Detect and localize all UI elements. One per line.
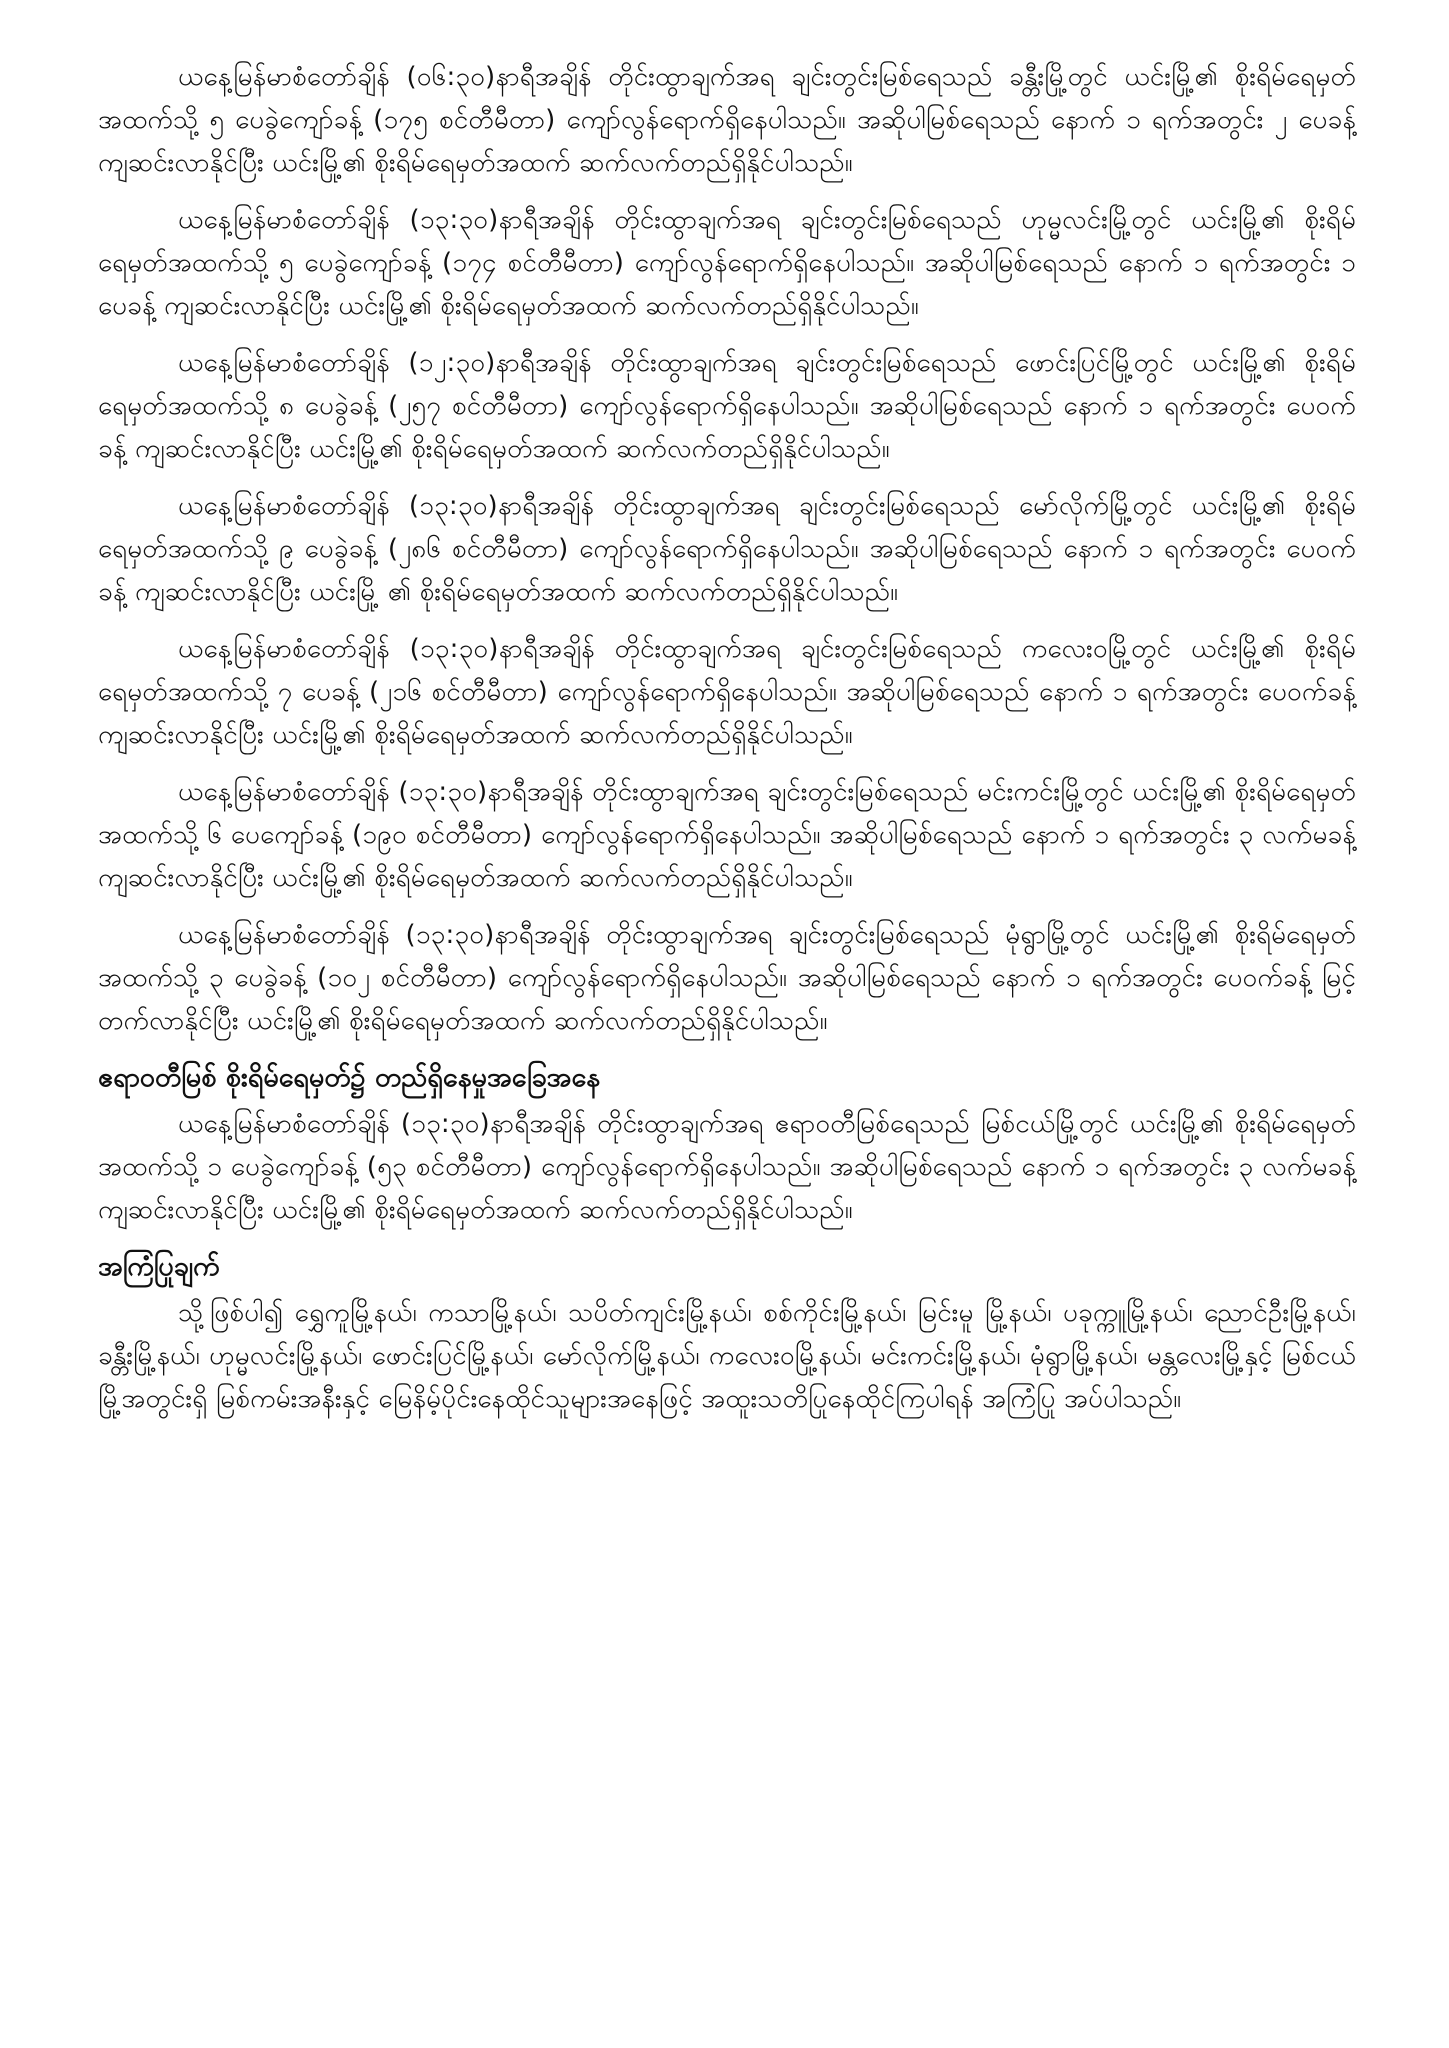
chindwin-kanti-paragraph: ယနေ့မြန်မာစံတော်ချိန် (၀၆:၃၀)နာရီအချိန် တိုင်းထွာချက်အရ ချင်းတွင်းမြစ်ရေသည် ခန္တီးမြို့တွင် ယင်းမြို့၏ စိုးရိမ်ရေမှတ်အထက်သို့ ၅ ပေခွဲကျော်ခန့် (၁၇၅ စင်တီမီတာ) ကျော်လွန်ရောက်ရှိနေပါသည်။ အဆိုပါမြစ်ရေသည် နောက် ၁ ရက်အတွင်း ၂ ပေခန့် ကျဆင်းလာနိုင်ပြီး ယင်းမြို့၏ စိုးရိမ်ရေမှတ်အထက် ဆက်လက်တည်ရှိနိုင်ပါသည်။ (98, 62, 1356, 178)
irrawaddy-section (98, 1057, 1356, 1232)
irrawaddy-heading: ဧရာဝတီမြစ် စိုးရိမ်ရေမှတ်၌ တည်ရှိနေမှုအခြေအနေ (98, 1062, 601, 1093)
advisory-heading: အကြံပြုချက် (98, 1251, 220, 1282)
chindwin-kalewa-paragraph: ယနေ့မြန်မာစံတော်ချိန် (၁၃:၃၀)နာရီအချိန် တိုင်းထွာချက်အရ ချင်းတွင်းမြစ်ရေသည် ကလေးဝမြို့တွင် ယင်းမြို့၏ စိုးရိမ်ရေမှတ်အထက်သို့ ၇ ပေခန့် (၂၁၆ စင်တီမီတာ) ကျော်လွန်ရောက်ရှိနေပါသည်။ အဆိုပါမြစ်ရေသည် နောက် ၁ ရက်အတွင်း ပေဝက်ခန့် ကျဆင်းလာနိုင်ပြီး ယင်းမြို့၏ စိုးရိမ်ရေမှတ်အထက် ဆက်လက်တည်ရှိနိုင်ပါသည်။ (98, 634, 1356, 750)
irrawaddy-myitnge-paragraph: ယနေ့မြန်မာစံတော်ချိန် (၁၃:၃၀)နာရီအချိန် တိုင်းထွာချက်အရ ဧရာဝတီမြစ်ရေသည် မြစ်ငယ်မြို့တွင် ယင်းမြို့၏ စိုးရိမ်ရေမှတ်အထက်သို့ ၁ ပေခွဲကျော်ခန့် (၅၃ စင်တီမီတာ) ကျော်လွန်ရောက်ရှိနေပါသည်။ အဆိုပါမြစ်ရေသည် နောက် ၁ ရက်အတွင်း ၃ လက်မခန့် ကျဆင်းလာနိုင်ပြီး ယင်းမြို့၏ စိုးရိမ်ရေမှတ်အထက် ဆက်လက်တည်ရှိနိုင်ပါသည်။ (98, 1109, 1356, 1225)
chindwin-monywa-paragraph: ယနေ့မြန်မာစံတော်ချိန် (၁၃:၃၀)နာရီအချိန် တိုင်းထွာချက်အရ ချင်းတွင်းမြစ်ရေသည် မုံရွာမြို့တွင် ယင်းမြို့၏ စိုးရိမ်ရေမှတ်အထက်သို့ ၃ ပေခွဲခန့် (၁၀၂ စင်တီမီတာ) ကျော်လွန်ရောက်ရှိနေပါသည်။ အဆိုပါမြစ်ရေသည် နောက် ၁ ရက်အတွင်း ပေဝက်ခန့် မြင့်တက်လာနိုင်ပြီး ယင်းမြို့၏ စိုးရိမ်ရေမှတ်အထက် ဆက်လက်တည်ရှိနိုင်ပါသည်။ (98, 920, 1356, 1036)
advisory-section (98, 1246, 1356, 1421)
chindwin-mingin-paragraph: ယနေ့မြန်မာစံတော်ချိန် (၁၃:၃၀)နာရီအချိန် တိုင်းထွာချက်အရ ချင်းတွင်းမြစ်ရေသည် မင်းကင်းမြို့တွင် ယင်းမြို့၏ စိုးရိမ်ရေမှတ်အထက်သို့ ၆ ပေကျော်ခန့် (၁၉၀ စင်တီမီတာ) ကျော်လွန်ရောက်ရှိနေပါသည်။ အဆိုပါမြစ်ရေသည် နောက် ၁ ရက်အတွင်း ၃ လက်မခန့် ကျဆင်းလာနိုင်ပြီး ယင်းမြို့၏ စိုးရိမ်ရေမှတ်အထက် ဆက်လက်တည်ရှိနိုင်ပါသည်။ (98, 777, 1356, 893)
chindwin-homalin-paragraph: ယနေ့မြန်မာစံတော်ချိန် (၁၃:၃၀)နာရီအချိန် တိုင်းထွာချက်အရ ချင်းတွင်းမြစ်ရေသည် ဟုမ္မလင်းမြို့တွင် ယင်းမြို့၏ စိုးရိမ်ရေမှတ်အထက်သို့ ၅ ပေခွဲကျော်ခန့် (၁၇၄ စင်တီမီတာ) ကျော်လွန်ရောက်ရှိနေပါသည်။ အဆိုပါမြစ်ရေသည် နောက် ၁ ရက်အတွင်း ၁ ပေခန့် ကျဆင်းလာနိုင်ပြီး ယင်းမြို့၏ စိုးရိမ်ရေမှတ်အထက် ဆက်လက်တည်ရှိနိုင်ပါသည်။ (98, 205, 1356, 321)
document-page (98, 56, 1356, 1435)
chindwin-mawlaik-paragraph: ယနေ့မြန်မာစံတော်ချိန် (၁၃:၃၀)နာရီအချိန် တိုင်းထွာချက်အရ ချင်းတွင်းမြစ်ရေသည် မော်လိုက်မြို့တွင် ယင်းမြို့၏ စိုးရိမ်ရေမှတ်အထက်သို့ ၉ ပေခွဲခန့် (၂၈၆ စင်တီမီတာ) ကျော်လွန်ရောက်ရှိနေပါသည်။ အဆိုပါမြစ်ရေသည် နောက် ၁ ရက်အတွင်း ပေဝက်ခန့် ကျဆင်းလာနိုင်ပြီး ယင်းမြို့ ၏ စိုးရိမ်ရေမှတ်အထက် ဆက်လက်တည်ရှိနိုင်ပါသည်။ (98, 491, 1356, 607)
chindwin-phaungpyin-paragraph: ယနေ့မြန်မာစံတော်ချိန် (၁၂:၃၀)နာရီအချိန် တိုင်းထွာချက်အရ ချင်းတွင်းမြစ်ရေသည် ဖောင်းပြင်မြို့တွင် ယင်းမြို့၏ စိုးရိမ်ရေမှတ်အထက်သို့ ၈ ပေခွဲခန့် (၂၅၇ စင်တီမီတာ) ကျော်လွန်ရောက်ရှိနေပါသည်။ အဆိုပါမြစ်ရေသည် နောက် ၁ ရက်အတွင်း ပေဝက်ခန့် ကျဆင်းလာနိုင်ပြီး ယင်းမြို့၏ စိုးရိမ်ရေမှတ်အထက် ဆက်လက်တည်ရှိနိုင်ပါသည်။ (98, 348, 1356, 464)
advisory-paragraph: သို့ဖြစ်ပါ၍ ရွှေကူမြို့နယ်၊ ကသာမြို့နယ်၊ သပိတ်ကျင်းမြို့နယ်၊ စစ်ကိုင်းမြို့နယ်၊ မြင်းမူ မြို့နယ်၊ ပခုက္ကူမြို့နယ်၊ ညောင်ဦးမြို့နယ်၊ ခန္တီးမြို့နယ်၊ ဟုမ္မလင်းမြို့နယ်၊ ဖောင်းပြင်မြို့နယ်၊ မော်လိုက်မြို့နယ်၊ ကလေးဝမြို့နယ်၊ မင်းကင်းမြို့နယ်၊ မုံရွာမြို့နယ်၊ မန္တလေးမြို့နှင့် မြစ်ငယ်မြို့အတွင်းရှိ မြစ်ကမ်းအနီးနှင့် မြေနိမ့်ပိုင်းနေထိုင်သူများအနေဖြင့် အထူးသတိပြုနေထိုင်ကြပါရန် အကြံပြု အပ်ပါသည်။ (98, 1298, 1356, 1414)
